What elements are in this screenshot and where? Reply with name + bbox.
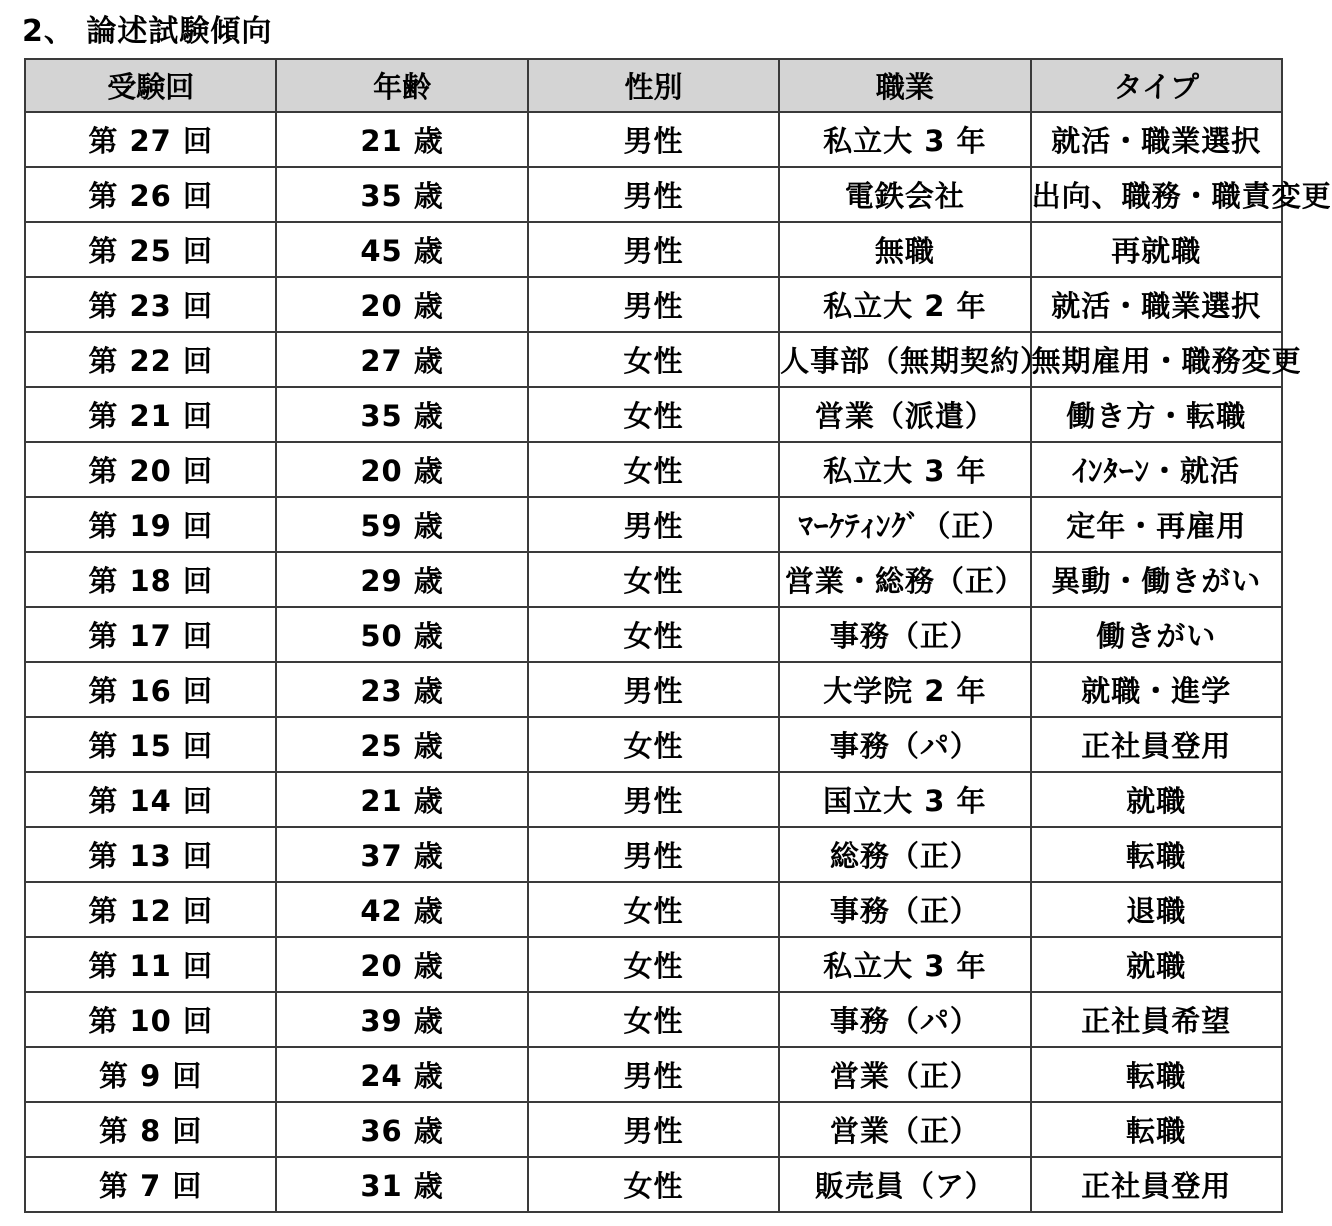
cell-occupation: 大学院 2 年 bbox=[779, 662, 1030, 717]
table-row bbox=[25, 277, 1282, 332]
table-row bbox=[25, 772, 1282, 827]
cell-age: 24 歳 bbox=[276, 1047, 527, 1102]
cell-occupation: 事務（パ） bbox=[779, 717, 1030, 772]
table-row bbox=[25, 442, 1282, 497]
cell-exam-round: 第 8 回 bbox=[25, 1102, 276, 1157]
cell-type: 就職・進学 bbox=[1031, 662, 1282, 717]
cell-exam-round: 第 11 回 bbox=[25, 937, 276, 992]
cell-age: 27 歳 bbox=[276, 332, 527, 387]
cell-gender: 男性 bbox=[528, 1047, 779, 1102]
cell-gender: 男性 bbox=[528, 772, 779, 827]
table-row bbox=[25, 607, 1282, 662]
cell-type: 就職 bbox=[1031, 937, 1282, 992]
header-exam-round: 受験回 bbox=[25, 59, 276, 112]
table-row bbox=[25, 552, 1282, 607]
table-row bbox=[25, 992, 1282, 1047]
cell-type: ｲﾝﾀｰﾝ・就活 bbox=[1031, 442, 1282, 497]
table-row bbox=[25, 1157, 1282, 1212]
cell-occupation: 販売員（ア） bbox=[779, 1157, 1030, 1212]
cell-gender: 女性 bbox=[528, 552, 779, 607]
cell-type: 転職 bbox=[1031, 1102, 1282, 1157]
table-body bbox=[25, 112, 1332, 1212]
cell-gender: 女性 bbox=[528, 882, 779, 937]
cell-occupation: 電鉄会社 bbox=[779, 167, 1030, 222]
exam-trend-table bbox=[24, 58, 1332, 1213]
cell-occupation: 私立大 3 年 bbox=[779, 442, 1030, 497]
table-row bbox=[25, 387, 1282, 442]
cell-exam-round: 第 26 回 bbox=[25, 167, 276, 222]
cell-exam-round: 第 27 回 bbox=[25, 112, 276, 167]
cell-type: 就活・職業選択 bbox=[1031, 112, 1282, 167]
cell-gender: 男性 bbox=[528, 222, 779, 277]
cell-type: 就職 bbox=[1031, 772, 1282, 827]
table-row bbox=[25, 167, 1282, 222]
cell-type: 転職 bbox=[1031, 1047, 1282, 1102]
cell-gender: 女性 bbox=[528, 387, 779, 442]
header-row bbox=[25, 59, 1282, 112]
header-age: 年齢 bbox=[276, 59, 527, 112]
cell-type: 働きがい bbox=[1031, 607, 1282, 662]
cell-occupation: ﾏｰｹﾃｨﾝｸﾞ（正） bbox=[779, 497, 1030, 552]
cell-occupation: 私立大 3 年 bbox=[779, 937, 1030, 992]
cell-type: 働き方・転職 bbox=[1031, 387, 1282, 442]
cell-exam-round: 第 18 回 bbox=[25, 552, 276, 607]
cell-type: 正社員希望 bbox=[1031, 992, 1282, 1047]
cell-age: 35 歳 bbox=[276, 167, 527, 222]
cell-type: 正社員登用 bbox=[1031, 1157, 1282, 1212]
cell-gender: 女性 bbox=[528, 332, 779, 387]
cell-gender: 男性 bbox=[528, 662, 779, 717]
header-occupation: 職業 bbox=[779, 59, 1030, 112]
cell-type: 無期雇用・職務変更 bbox=[1031, 332, 1282, 387]
cell-gender: 女性 bbox=[528, 717, 779, 772]
cell-age: 20 歳 bbox=[276, 937, 527, 992]
cell-age: 42 歳 bbox=[276, 882, 527, 937]
cell-gender: 男性 bbox=[528, 827, 779, 882]
cell-exam-round: 第 10 回 bbox=[25, 992, 276, 1047]
header-type: タイプ bbox=[1031, 59, 1282, 112]
cell-exam-round: 第 17 回 bbox=[25, 607, 276, 662]
table-row bbox=[25, 112, 1282, 167]
cell-occupation: 事務（パ） bbox=[779, 992, 1030, 1047]
cell-age: 39 歳 bbox=[276, 992, 527, 1047]
cell-occupation: 営業・総務（正） bbox=[779, 552, 1030, 607]
cell-gender: 男性 bbox=[528, 167, 779, 222]
table-row bbox=[25, 332, 1282, 387]
cell-occupation: 事務（正） bbox=[779, 882, 1030, 937]
cell-gender: 女性 bbox=[528, 992, 779, 1047]
cell-gender: 女性 bbox=[528, 1157, 779, 1212]
cell-occupation: 無職 bbox=[779, 222, 1030, 277]
cell-occupation: 国立大 3 年 bbox=[779, 772, 1030, 827]
cell-age: 35 歳 bbox=[276, 387, 527, 442]
table-row bbox=[25, 222, 1282, 277]
cell-exam-round: 第 9 回 bbox=[25, 1047, 276, 1102]
cell-occupation: 私立大 3 年 bbox=[779, 112, 1030, 167]
cell-type: 再就職 bbox=[1031, 222, 1282, 277]
cell-type: 定年・再雇用 bbox=[1031, 497, 1282, 552]
cell-exam-round: 第 14 回 bbox=[25, 772, 276, 827]
table-row bbox=[25, 497, 1282, 552]
table-header bbox=[25, 59, 1282, 112]
cell-type: 退職 bbox=[1031, 882, 1282, 937]
cell-exam-round: 第 23 回 bbox=[25, 277, 276, 332]
cell-exam-round: 第 16 回 bbox=[25, 662, 276, 717]
cell-exam-round: 第 13 回 bbox=[25, 827, 276, 882]
cell-gender: 男性 bbox=[528, 497, 779, 552]
cell-exam-round: 第 15 回 bbox=[25, 717, 276, 772]
cell-age: 45 歳 bbox=[276, 222, 527, 277]
cell-gender: 女性 bbox=[528, 442, 779, 497]
cell-age: 36 歳 bbox=[276, 1102, 527, 1157]
cell-exam-round: 第 19 回 bbox=[25, 497, 276, 552]
cell-exam-round: 第 7 回 bbox=[25, 1157, 276, 1212]
cell-exam-round: 第 21 回 bbox=[25, 387, 276, 442]
cell-exam-round: 第 25 回 bbox=[25, 222, 276, 277]
cell-exam-round: 第 12 回 bbox=[25, 882, 276, 937]
cell-type: 就活・職業選択 bbox=[1031, 277, 1282, 332]
cell-gender: 女性 bbox=[528, 607, 779, 662]
cell-occupation: 営業（正） bbox=[779, 1047, 1030, 1102]
cell-age: 21 歳 bbox=[276, 112, 527, 167]
table-row bbox=[25, 882, 1282, 937]
cell-occupation: 営業（派遣） bbox=[779, 387, 1030, 442]
cell-age: 37 歳 bbox=[276, 827, 527, 882]
cell-age: 25 歳 bbox=[276, 717, 527, 772]
cell-age: 23 歳 bbox=[276, 662, 527, 717]
cell-occupation: 事務（正） bbox=[779, 607, 1030, 662]
cell-gender: 男性 bbox=[528, 277, 779, 332]
cell-occupation: 総務（正） bbox=[779, 827, 1030, 882]
cell-type: 出向、職務・職責変更 bbox=[1031, 167, 1282, 222]
cell-occupation: 営業（正） bbox=[779, 1102, 1030, 1157]
cell-type: 転職 bbox=[1031, 827, 1282, 882]
cell-age: 20 歳 bbox=[276, 277, 527, 332]
cell-type: 異動・働きがい bbox=[1031, 552, 1282, 607]
cell-type: 正社員登用 bbox=[1031, 717, 1282, 772]
cell-age: 21 歳 bbox=[276, 772, 527, 827]
table-row bbox=[25, 1047, 1282, 1102]
cell-exam-round: 第 20 回 bbox=[25, 442, 276, 497]
cell-occupation: 私立大 2 年 bbox=[779, 277, 1030, 332]
cell-age: 59 歳 bbox=[276, 497, 527, 552]
header-gender: 性別 bbox=[528, 59, 779, 112]
page-title: 2、 論述試験傾向 bbox=[22, 14, 273, 49]
cell-exam-round: 第 22 回 bbox=[25, 332, 276, 387]
table-row bbox=[25, 827, 1282, 882]
table-row bbox=[25, 662, 1282, 717]
cell-age: 31 歳 bbox=[276, 1157, 527, 1212]
cell-age: 20 歳 bbox=[276, 442, 527, 497]
cell-gender: 女性 bbox=[528, 937, 779, 992]
cell-occupation: 人事部（無期契約） bbox=[779, 332, 1030, 387]
cell-gender: 男性 bbox=[528, 112, 779, 167]
table-row bbox=[25, 717, 1282, 772]
table-row bbox=[25, 1102, 1282, 1157]
table-row bbox=[25, 937, 1282, 992]
cell-gender: 男性 bbox=[528, 1102, 779, 1157]
cell-age: 50 歳 bbox=[276, 607, 527, 662]
cell-age: 29 歳 bbox=[276, 552, 527, 607]
